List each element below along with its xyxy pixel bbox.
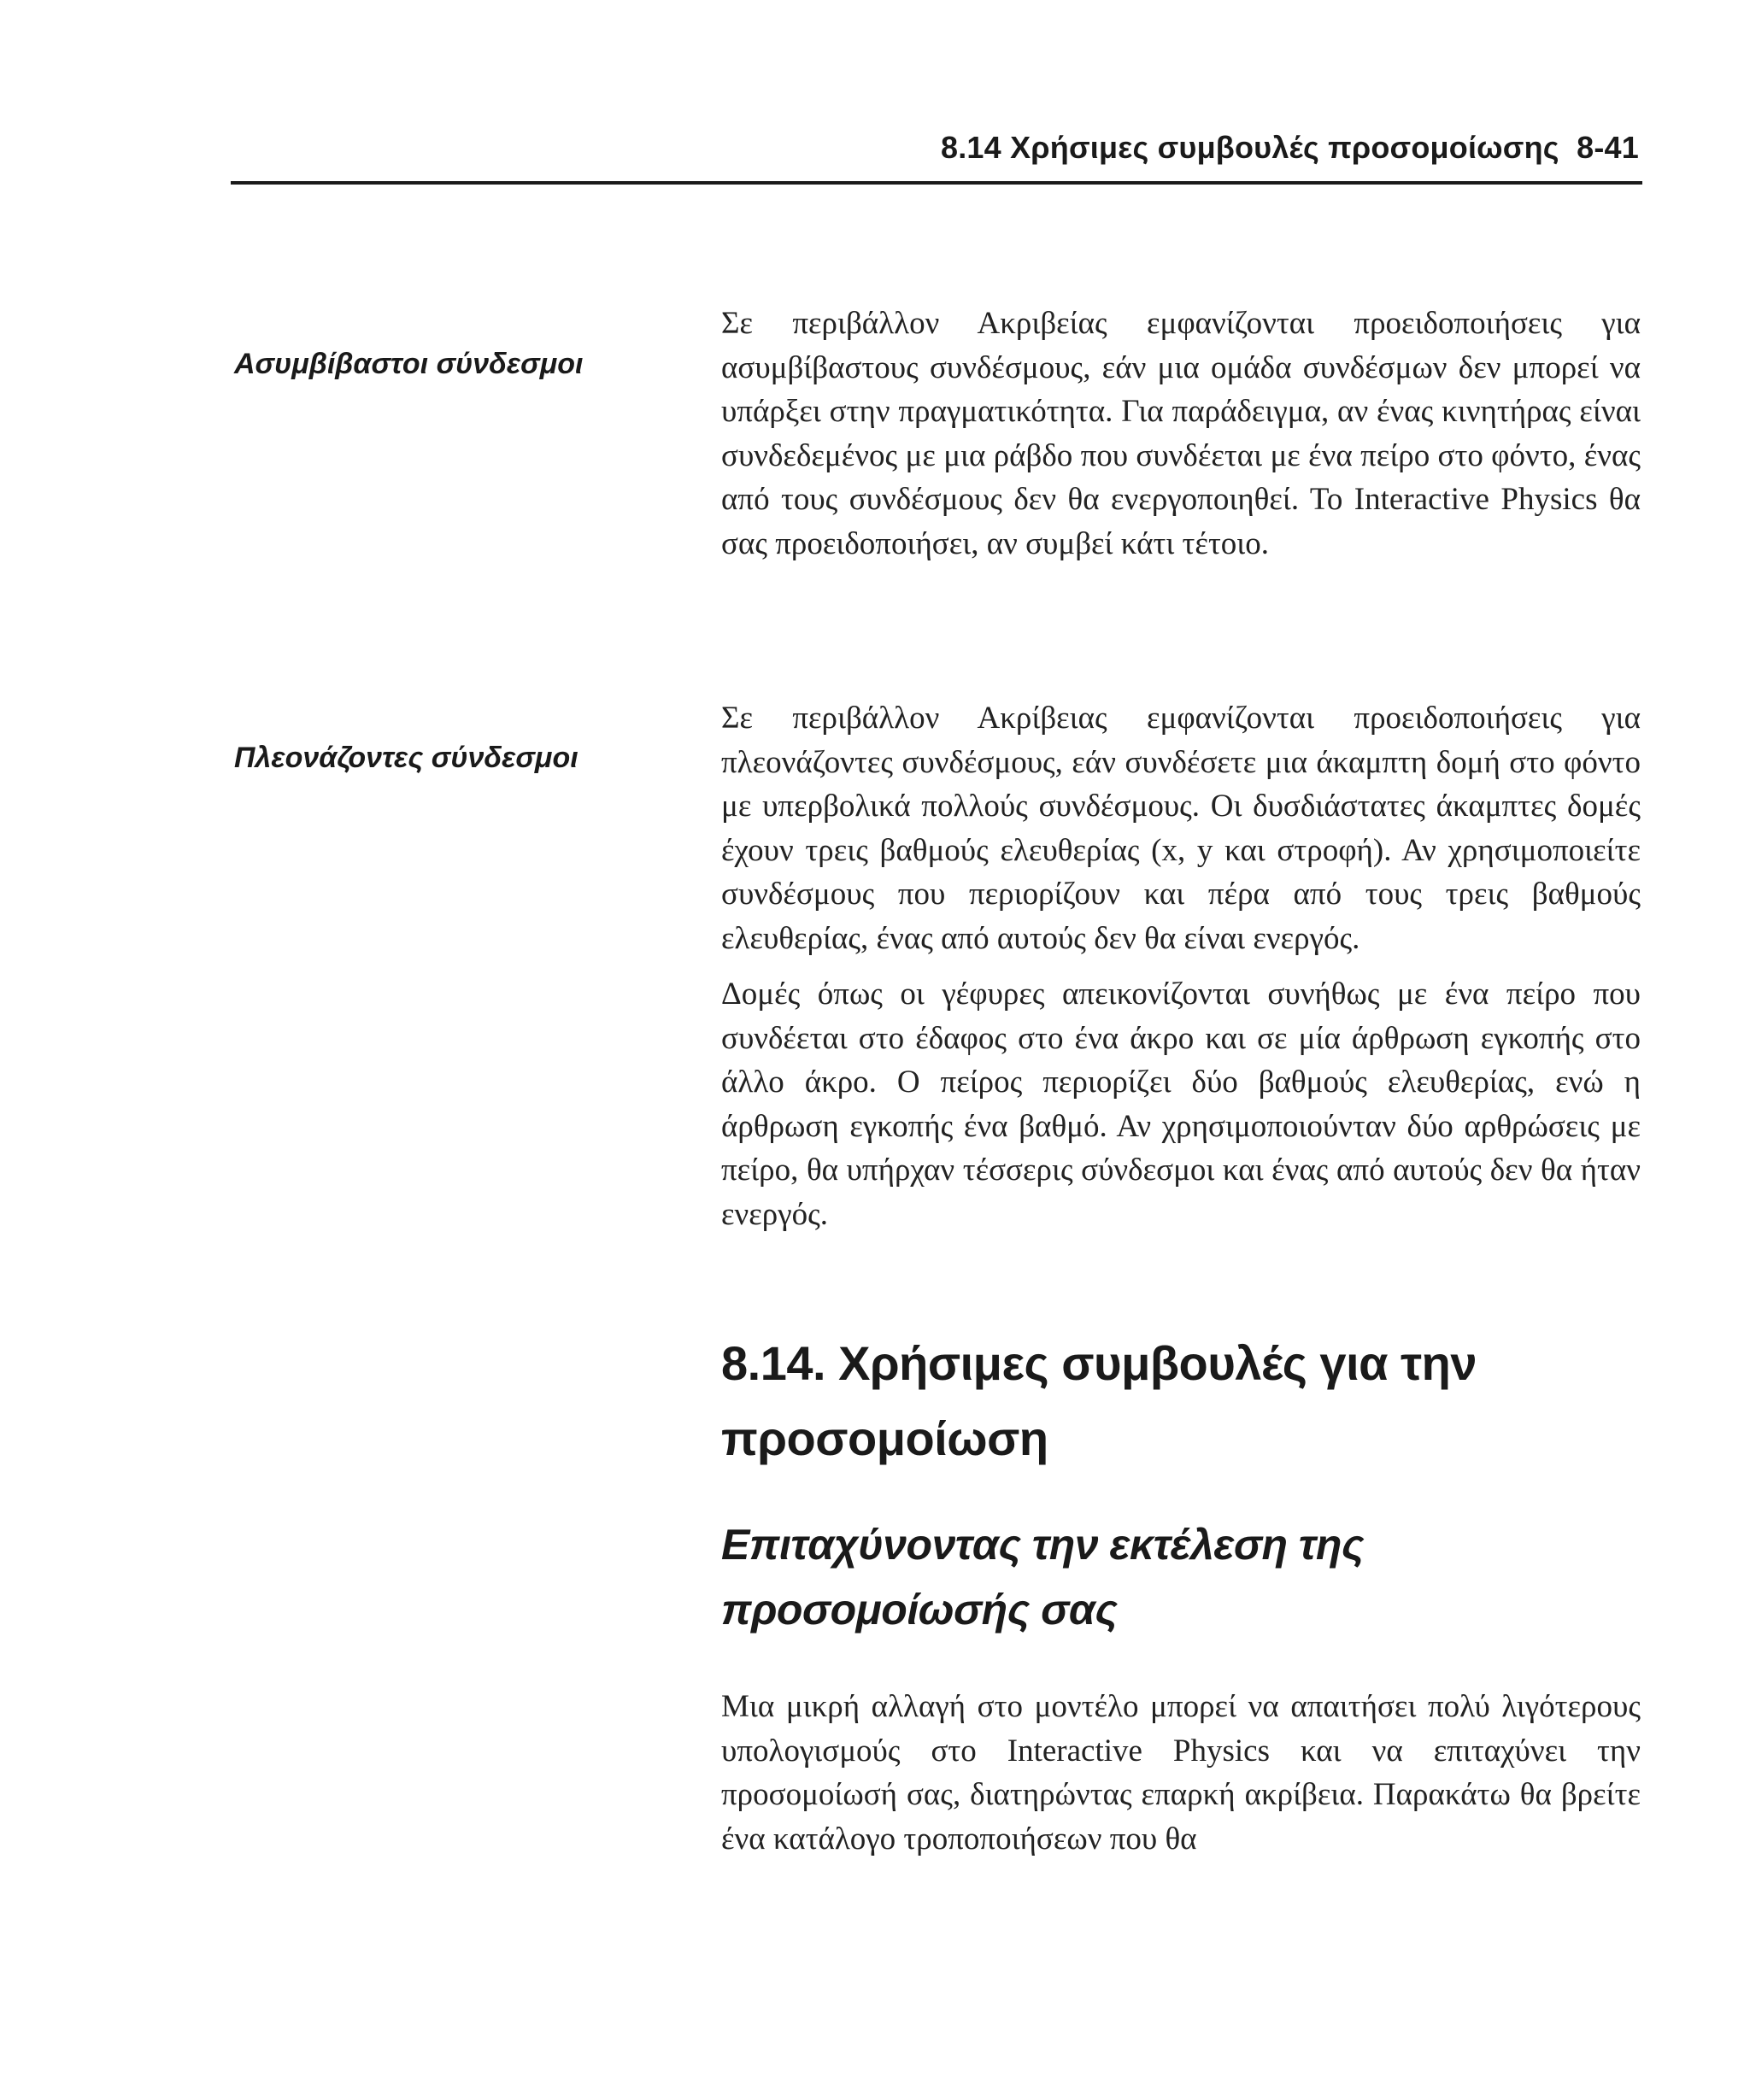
subsection-heading: Επιταχύνοντας την εκτέλεση της προσομοίωσής σας (721, 1521, 1365, 1634)
running-header-text (941, 130, 1639, 166)
running-title: 8.14 Χρήσιμες συμβουλές προσομοίωσης (941, 130, 1559, 165)
paragraph: Δομές όπως οι γέφυρες απεικονίζονται συνήθως με ένα πείρο που συνδέεται στο έδαφος στο ένα άκρο και σε μία άρθρωση εγκοπής στο άλλο άκρο. Ο πείρος περιορίζει δύο βαθμούς ελευθερίας, ενώ η άρθρωση εγκοπής ένα βαθμό. Αν χρησιμοποιούνταν δύο αρθρώσεις με πείρο, θα υπήρχαν τέσσερις σύνδεσμοι και ένας από αυτούς δεν θα ήταν ενεργός. (721, 977, 1641, 1232)
section-heading: 8.14. Χρήσιμες συμβουλές για την προσομοίωση (721, 1336, 1477, 1465)
running-header (231, 118, 1642, 185)
body-text-incompatible-joints (721, 302, 1641, 566)
paragraph: Μια μικρή αλλαγή στο μοντέλο μπορεί να απαιτήσει πολύ λιγότερους υπολογισμούς στο Interactive Physics και να επιταχύνει την προσομοίωσή σας, διατηρώντας επαρκή ακρίβεια. Παρακάτω θα βρείτε ένα κατάλογο τροποποιήσεων που θα (721, 1689, 1641, 1857)
page-number: 8-41 (1577, 130, 1639, 165)
side-label-incompatible-joints: Ασυμβίβαστοι σύνδεσμοι (234, 348, 584, 380)
side-label-redundant-joints: Πλεονάζοντες σύνδεσμοι (234, 742, 578, 774)
paragraph: Σε περιβάλλον Ακριβείας εμφανίζονται προειδοποιήσεις για ασυμβίβαστους συνδέσμους, εάν μια ομάδα συνδέσμων δεν μπορεί να υπάρξει στην πραγματικότητα. Για παράδειγμα, αν ένας κινητήρας είναι συνδεδεμένος με μια ράβδο που συνδέεται με ένα πείρο στο φόντο, ένας από τους συνδέσμους δεν θα ενεργοποιηθεί. Το Interactive Physics θα σας προειδοποιήσει, αν συμβεί κάτι τέτοιο. (721, 306, 1641, 561)
body-text-closing (721, 1685, 1641, 1861)
body-text-redundant-joints (721, 696, 1641, 1236)
paragraph: Σε περιβάλλον Ακρίβειας εμφανίζονται προειδοποιήσεις για πλεονάζοντες συνδέσμους, εάν συνδέσετε μια άκαμπτη δομή στο φόντο με υπερβολικά πολλούς συνδέσμους. Οι δυσδιάστατες άκαμπτες δομές έχουν τρεις βαθμούς ελευθερίας (x, y και στροφή). Αν χρησιμοποιείτε συνδέσμους που περιορίζουν και πέρα από τους τρεις βαθμούς ελευθερίας, ένας από αυτούς δεν θα είναι ενεργός. (721, 701, 1641, 956)
